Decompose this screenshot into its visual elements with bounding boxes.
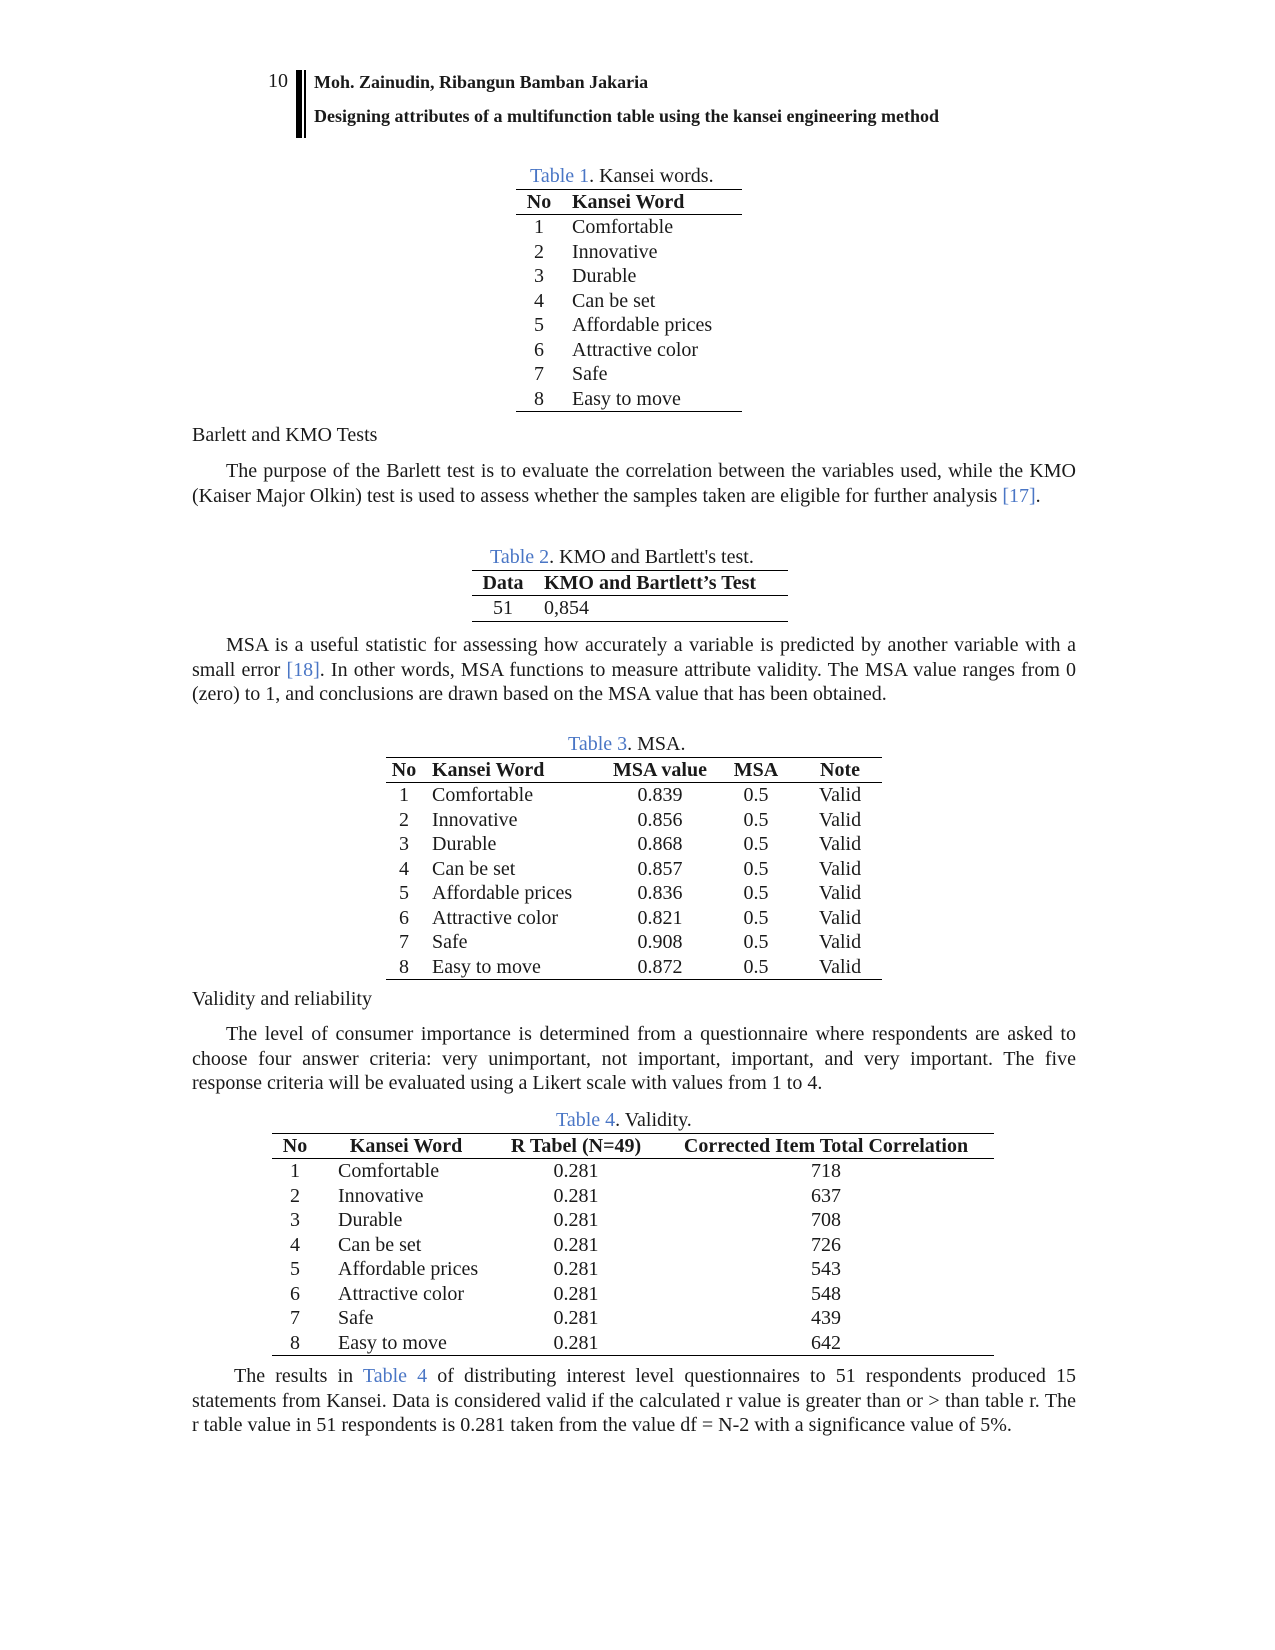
table4-ref-link[interactable]: Table 4 [556, 1109, 616, 1131]
table2-ref-link[interactable]: Table 2 [490, 546, 550, 568]
table4-header-no: No [272, 1134, 318, 1159]
section-heading-barlett-kmo: Barlett and KMO Tests [192, 424, 378, 446]
table3-msa [386, 757, 882, 980]
table3-ref-link[interactable]: Table 3 [568, 733, 628, 755]
table2-header-data: Data [472, 571, 534, 596]
table3-caption: Table 3. MSA. [568, 733, 686, 755]
table-row: 2 Innovative 0.281 637 [290, 1184, 841, 1207]
paragraph-results: The results in Table 4 of distributing interest level questionnaires to 51 respondents produced 15 statements from Kansei. Data is considered valid if the calculated r value is greater than or > than table r. The r table value in 51 respondents is 0.281 taken from the value df = N-2 with a significance value of 5%. [192, 1365, 1077, 1436]
page-number: 10 [268, 70, 288, 92]
table-row: 5 Affordable prices 0.836 0.5 Valid [399, 882, 862, 904]
table-row: 2 Innovative [534, 240, 658, 263]
table3-header-msa-value: MSA value [606, 758, 714, 783]
table-row: 5 Affordable prices 0.281 543 [290, 1258, 841, 1280]
table-row: 7 Safe 0.908 0.5 Valid [399, 931, 862, 953]
table-row: 8 Easy to move 0.872 0.5 Valid [386, 955, 882, 980]
header-authors: Moh. Zainudin, Ribangun Bamban Jakaria [314, 72, 649, 92]
paragraph-validity: The level of consumer importance is determined from a questionnaire where respondents are asked to choose four answer criteria: very unimportant, not important, important, and very important. The five response criteria will be evaluated using a Likert scale with values from 1 to 4. [192, 1023, 1076, 1094]
table-row: 6 Attractive color [534, 338, 699, 361]
table-row: 1 Comfortable 0.281 718 [290, 1160, 841, 1182]
table2-header-kmo: KMO and Bartlett’s Test [534, 571, 788, 596]
header-rule [296, 70, 302, 138]
table4-validity [272, 1133, 994, 1356]
table4-header-correlation: Corrected Item Total Correlation [658, 1134, 994, 1159]
table4-header-r-tabel: R Tabel (N=49) [494, 1134, 658, 1159]
table4-caption: Table 4. Validity. [556, 1109, 692, 1131]
table-row: 6 Attractive color 0.281 548 [290, 1282, 841, 1305]
table3-header-msa: MSA [714, 758, 798, 783]
table4-header-word: Kansei Word [318, 1134, 494, 1159]
table-row: 1 Comfortable 0.839 0.5 Valid [399, 784, 862, 806]
table1-ref-link[interactable]: Table 1 [530, 165, 590, 187]
section-heading-validity: Validity and reliability [192, 988, 372, 1010]
table1-header-no: No [516, 190, 562, 215]
table-row: 3 Durable [534, 265, 637, 287]
table1-caption: Table 1. Kansei words. [530, 165, 714, 187]
table-row: 2 Innovative 0.856 0.5 Valid [399, 808, 862, 831]
paragraph-msa: MSA is a useful statistic for assessing how accurately a variable is predicted by another variable with a small error [18]. In other words, MSA functions to measure attribute validity. The MSA value ranges from 0 (zero) to 1, and conclusions are drawn based on the MSA value that has been obtained. [192, 634, 1077, 705]
citation-17-link[interactable]: [17] [1002, 484, 1036, 507]
table3-header-note: Note [798, 758, 882, 783]
table3-header-no: No [386, 758, 422, 783]
table3-header-word: Kansei Word [422, 758, 606, 783]
table-row: 1 Comfortable [534, 216, 674, 238]
table-row: 6 Attractive color 0.821 0.5 Valid [399, 906, 862, 929]
table4-inline-ref-link[interactable]: Table 4 [362, 1365, 428, 1387]
table2-caption: Table 2. KMO and Bartlett's test. [490, 546, 754, 568]
table-row: 4 Can be set [534, 289, 656, 312]
table-row: 4 Can be set 0.281 726 [290, 1233, 841, 1256]
table1-header-word: Kansei Word [562, 190, 742, 215]
table-row: 3 Durable 0.868 0.5 Valid [399, 833, 862, 855]
table-row: 7 Safe 0.281 439 [290, 1307, 841, 1329]
table2-kmo-bartlett [472, 570, 788, 622]
table-row: 8 Easy to move [516, 387, 742, 412]
header-rule-thin [304, 70, 306, 138]
table-row: 3 Durable 0.281 708 [290, 1209, 841, 1231]
header-paper-title: Designing attributes of a multifunction table using the kansei engineering method [314, 106, 940, 126]
table-row: 8 Easy to move 0.281 642 [272, 1331, 994, 1356]
paragraph-barlett: The purpose of the Barlett test is to evaluate the correlation between the variables used, while the KMO (Kaiser Major Olkin) test is used to assess whether the samples taken are eligible for further analysis [17]. [192, 460, 1076, 507]
table-row: 5 Affordable prices [534, 314, 713, 336]
table-row: 51 0,854 [472, 596, 788, 622]
table-row: 4 Can be set 0.857 0.5 Valid [399, 857, 862, 880]
table1-kansei-words [516, 189, 742, 412]
citation-18-link[interactable]: [18] [286, 658, 320, 681]
table-row: 7 Safe [534, 363, 608, 385]
